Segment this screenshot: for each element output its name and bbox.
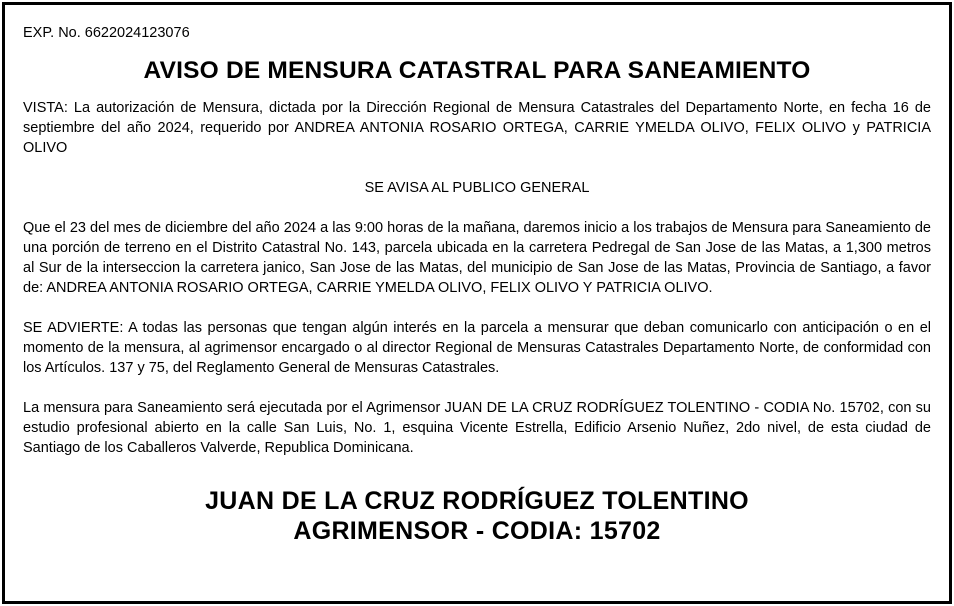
notice-border xyxy=(2,2,952,604)
surveyor-name: JUAN DE LA CRUZ RODRÍGUEZ TOLENTINO xyxy=(205,487,749,515)
execution-paragraph: La mensura para Saneamiento será ejecutada por el Agrimensor JUAN DE LA CRUZ RODRÍGUEZ TOLENTINO - CODIA No. 15702, con su estudio profesional abierto en la calle San Luis, No. 1, esquina Vicente Estrella, Edificio Arsenio Nuñez, 2do nivel, de esta ciudad de Santiago de los Caballeros Valverde, Republica Dominicana. xyxy=(23,400,931,456)
warning-paragraph: SE ADVIERTE: A todas las personas que tengan algún interés en la parcela a mensurar que deban comunicarlo con anticipación o en el momento de la mensura, al agrimensor encargado o al director Regional de Mensuras Catastrales Departamento Norte, de conformidad con los Artículos. 137 y 75, del Reglamento General de Mensuras Catastrales. xyxy=(23,320,931,376)
notice-title: AVISO DE MENSURA CATASTRAL PARA SANEAMIENTO xyxy=(143,57,811,84)
start-date-paragraph: Que el 23 del mes de diciembre del año 2024 a las 9:00 horas de la mañana, daremos inicio a los trabajos de Mensura para Saneamiento de una porción de terreno en el Distrito Catastral No. 143, parcela ubicada en la carretera Pedregal de San Jose de las Matas, a 1,300 metros al Sur de la interseccion la carretera janico, San Jose de las Matas, del municipio de San Jose de las Matas, Provincia de Santiago, a favor de: ANDREA ANTONIA ROSARIO ORTEGA, CARRIE YMELDA OLIVO, FELIX OLIVO Y PATRICIA OLIVO. xyxy=(23,220,931,296)
vista-paragraph: VISTA: La autorización de Mensura, dictada por la Dirección Regional de Mensura Catastrales del Departamento Norte, en fecha 16 de septiembre del año 2024, requerido por ANDREA ANTONIA ROSARIO ORTEGA, CARRIE YMELDA OLIVO, FELIX OLIVO y PATRICIA OLIVO xyxy=(23,100,931,156)
public-notice-line: SE AVISA AL PUBLICO GENERAL xyxy=(364,180,590,196)
exp-number: EXP. No. 6622024123076 xyxy=(23,25,190,41)
surveyor-credential: AGRIMENSOR - CODIA: 15702 xyxy=(293,517,661,545)
notice-content xyxy=(23,23,931,546)
